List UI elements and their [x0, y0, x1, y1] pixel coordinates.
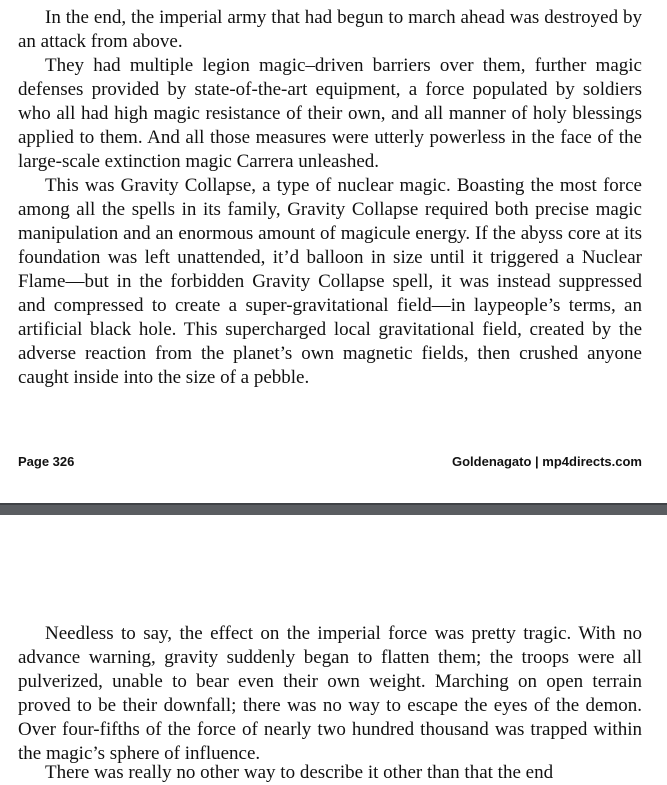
page-number: Page 326	[18, 454, 75, 469]
footer-credit: Goldenagato | mp4directs.com	[451, 454, 642, 469]
page-327-body	[18, 622, 642, 766]
page-footer	[18, 454, 642, 470]
paragraph-3: This was Gravity Collapse, a type of nuclear magic. Boasting the most force among all the spells in its family, Gravity Collapse required both precise magic manipulation and an enormous amount of magicule energy. If the abyss core at its foundation was left unattended, it’d balloon in size until it triggered a Nuclear Flame—but in the forbidden Gravity Collapse spell, it was instead suppressed and compressed to create a super-gravitational field—in laypeople’s terms, an artificial black hole. This supercharged local gravitational field, created by the adverse reaction from the planet’s own magnetic fields, then crushed anyone caught inside into the size of a pebble.	[18, 175, 642, 388]
cut-off-line	[18, 761, 642, 785]
paragraph-2: They had multiple legion magic–driven barriers over them, further magic defenses provided by state-of-the-art equipment, a force populated by soldiers who all had high magic resistance of their own, and all manner of holy blessings applied to them. And all those measures were utterly powerless in the face of the large-scale extinction magic Carrera unleashed.	[18, 55, 642, 172]
paragraph-4: Needless to say, the effect on the imperial force was pretty tragic. With no advance warning, gravity suddenly began to flatten them; the troops were all pulverized, unable to bear even their own weight. Marching on open terrain proved to be their downfall; there was no way to escape the eyes of the demon. Over four-fifths of the force of nearly two hundred thousand was trapped within the magic’s sphere of influence.	[18, 623, 642, 764]
paragraph-1: In the end, the imperial army that had begun to march ahead was destroyed by an attack from above.	[18, 7, 642, 52]
cut-off-text: There was really no other way to describe it other than that the end	[45, 762, 554, 783]
page-327	[0, 515, 667, 767]
page-326-body	[18, 6, 642, 390]
page-divider-edge	[0, 503, 667, 505]
